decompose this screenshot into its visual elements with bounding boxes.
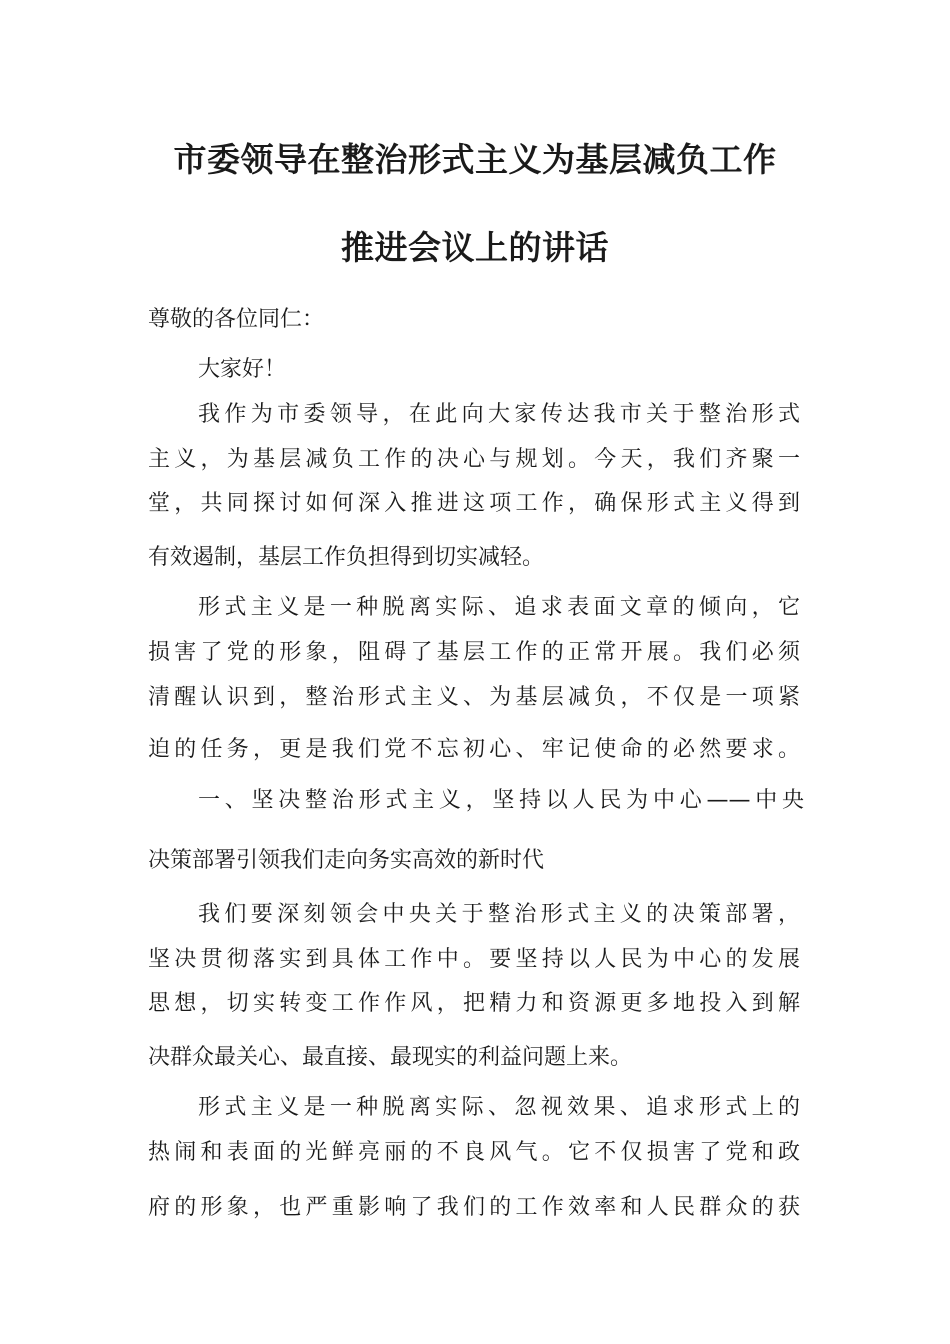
paragraph-line: 形式主义是一种脱离实际、忽视效果、追求形式上的: [198, 1095, 800, 1120]
paragraph-line: 我们要深刻领会中央关于整治形式主义的决策部署，: [198, 902, 800, 927]
section-heading-line: 决策部署引领我们走向务实高效的新时代: [148, 848, 545, 873]
greeting: 大家好！: [198, 357, 287, 382]
paragraph-line: 主义，为基层减负工作的决心与规划。今天，我们齐聚一: [148, 447, 800, 472]
paragraph-line: 迫的任务，更是我们党不忘初心、牢记使命的必然要求。: [148, 737, 800, 762]
paragraph-line: 我作为市委领导，在此向大家传达我市关于整治形式: [198, 402, 800, 427]
document-title-line-1: 市委领导在整治形式主义为基层减负工作: [173, 140, 777, 179]
paragraph-line: 有效遏制，基层工作负担得到切实减轻。: [148, 545, 545, 570]
paragraph-line: 思想，切实转变工作作风，把精力和资源更多地投入到解: [148, 991, 800, 1016]
paragraph-line: 决群众最关心、最直接、最现实的利益问题上来。: [148, 1045, 633, 1070]
paragraph-line: 形式主义是一种脱离实际、追求表面文章的倾向，它: [198, 595, 800, 620]
salutation: 尊敬的各位同仁：: [148, 307, 325, 332]
paragraph-line: 堂，共同探讨如何深入推进这项工作，确保形式主义得到: [148, 491, 800, 516]
paragraph-line: 损害了党的形象，阻碍了基层工作的正常开展。我们必须: [148, 640, 800, 665]
section-heading-line: 一、坚决整治形式主义，坚持以人民为中心——中央: [198, 788, 804, 813]
paragraph-line: 清醒认识到，整治形式主义、为基层减负，不仅是一项紧: [148, 685, 800, 710]
paragraph-line: 府的形象，也严重影响了我们的工作效率和人民群众的获: [148, 1195, 800, 1220]
paragraph-line: 热闹和表面的光鲜亮丽的不良风气。它不仅损害了党和政: [148, 1140, 800, 1165]
paragraph-line: 坚决贯彻落实到具体工作中。要坚持以人民为中心的发展: [148, 947, 800, 972]
document-title-line-2: 推进会议上的讲话: [341, 228, 609, 267]
